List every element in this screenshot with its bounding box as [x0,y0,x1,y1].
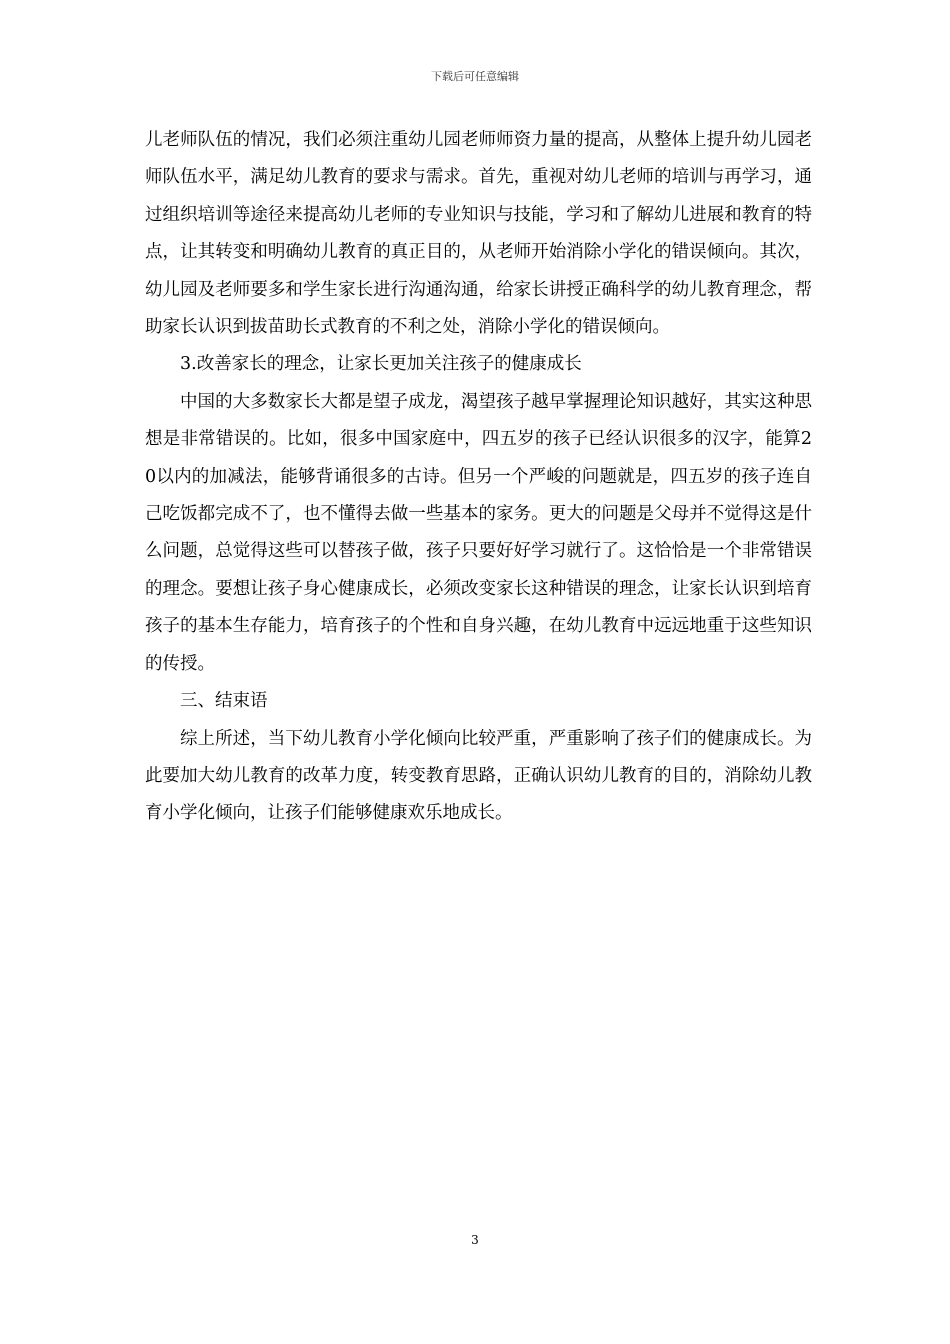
section-heading-conclusion: 三、结束语 [180,691,268,712]
paragraph-teacher-training: 儿老师队伍的情况，我们必须注重幼儿园老师师资力量的提高，从整体上提升幼儿园老师队伍水平，满足幼儿教育的要求与需求。首先，重视对幼儿老师的培训与再学习，通过组织培训等途径来提高幼儿老师的专业知识与技能，学习和了解幼儿进展和教育的特点，让其转变和明确幼儿教育的真正目的，从老师开始消除小学化的错误倾向。其次，幼儿园及老师要多和学生家长进行沟通沟通，给家长讲授正确科学的幼儿教育理念，帮助家长认识到拔苗助长式教育的不利之处，消除小学化的错误倾向。 [145,130,812,338]
document-body [145,122,812,833]
page-header: 下载后可任意编辑 [431,70,519,83]
subheading-parent-concepts: 3.改善家长的理念，让家长更加关注孩子的健康成长 [180,354,582,375]
page-number: 3 [471,1233,479,1247]
paragraph-parent-concepts: 中国的大多数家长大都是望子成龙，渴望孩子越早掌握理论知识越好，其实这种思想是非常错误的。比如，很多中国家庭中，四五岁的孩子已经认识很多的汉字，能算20以内的加减法，能够背诵很多的古诗。但另一个严峻的问题就是，四五岁的孩子连自己吃饭都完成不了，也不懂得去做一些基本的家务。更大的问题是父母并不觉得这是什么问题，总觉得这些可以替孩子做，孩子只要好好学习就行了。这恰恰是一个非常错误的理念。要想让孩子身心健康成长，必须改变家长这种错误的理念，让家长认识到培育孩子的基本生存能力，培育孩子的个性和自身兴趣，在幼儿教育中远远地重于这些知识的传授。 [145,391,812,674]
paragraph-conclusion: 综上所述，当下幼儿教育小学化倾向比较严重，严重影响了孩子们的健康成长。为此要加大幼儿教育的改革力度，转变教育思路，正确认识幼儿教育的目的，消除幼儿教育小学化倾向，让孩子们能够健康欢乐地成长。 [145,728,812,824]
